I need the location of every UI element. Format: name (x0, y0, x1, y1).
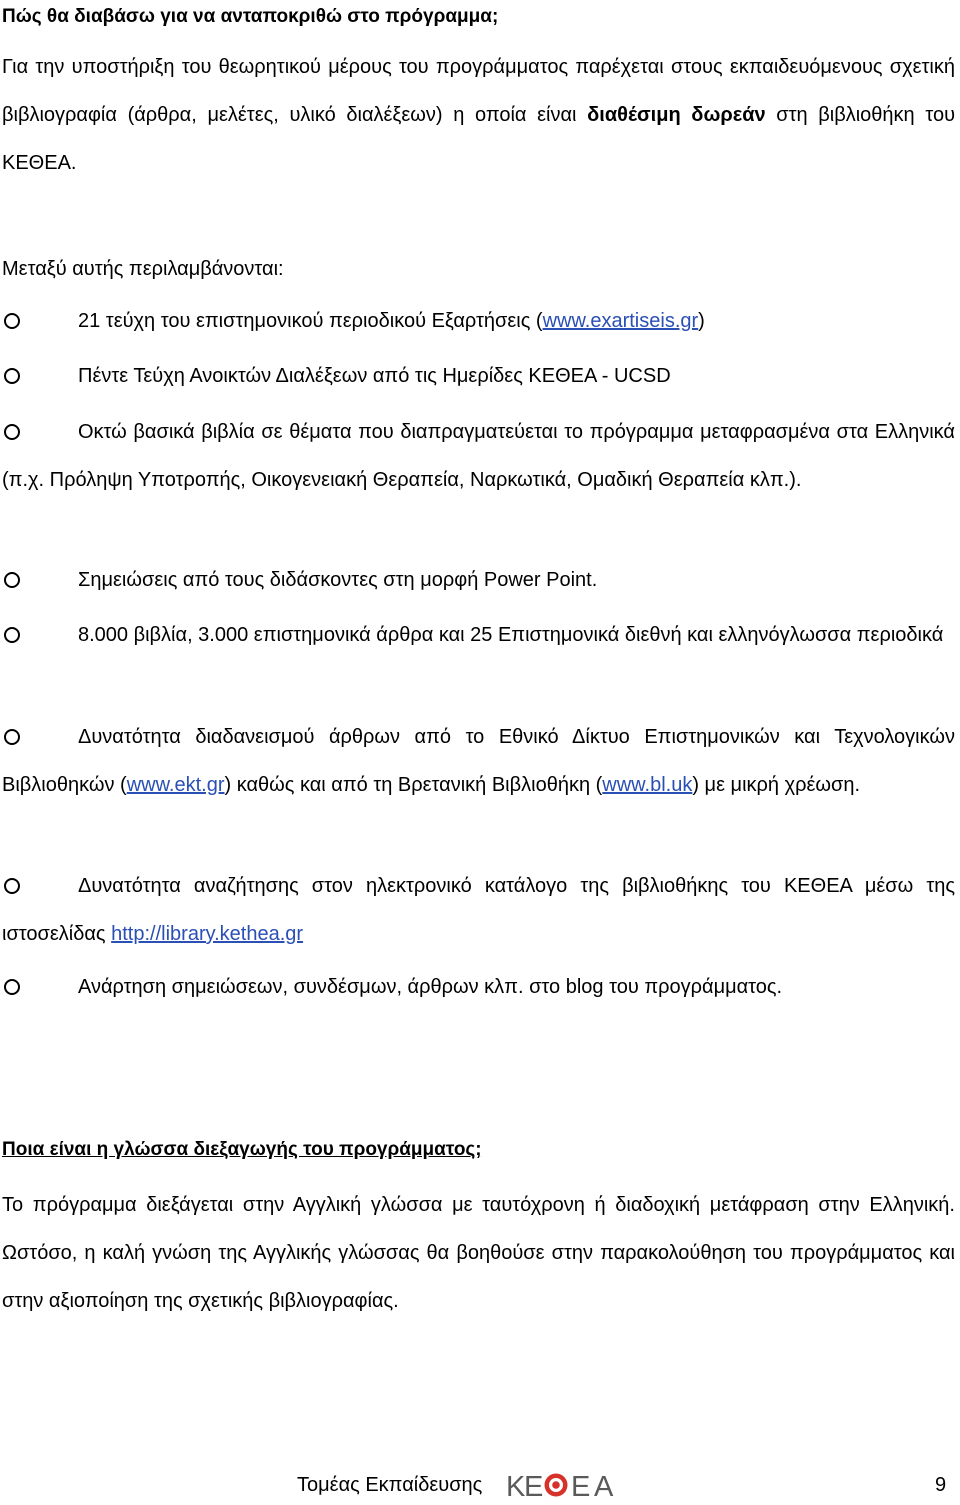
intro-text-bold: διαθέσιμη δωρεάν (587, 104, 766, 126)
svg-text:Α: Α (594, 1471, 614, 1500)
intro-text-a: Για την υποστήριξη του θεωρητικού μέρους του προγράμματος παρέχεται στους εκπαιδευόμενους σχετική βιβλιογραφία (άρθρα, μελέτες, υλικό διαλέξεων) η οποία είναι (2, 56, 955, 126)
circle-bullet-icon (4, 313, 20, 329)
list-intro: Μεταξύ αυτής περιλαμβάνονται: (2, 258, 284, 280)
list-item-text: 21 τεύχη του επιστημονικού περιοδικού Εξαρτήσεις ( (78, 310, 543, 332)
link-library-kethea[interactable]: http://library.kethea.gr (111, 923, 304, 945)
intro-text-b: στη βιβλιοθήκη του ΚΕΘΕΑ. (2, 104, 956, 174)
list-item-text: Δυνατότητα αναζήτησης στον ηλεκτρονικό κατάλογο της βιβλιοθήκης του ΚΕΘΕΑ μέσω της ιστοσελίδας (2, 875, 955, 945)
list-item-text: ) με μικρή χρέωση. (692, 774, 860, 796)
circle-bullet-icon (4, 979, 20, 995)
list-item-text: ) (698, 310, 705, 332)
list-item (2, 297, 955, 345)
list-item-text: Σημειώσεις από τους διδάσκοντες στη μορφή Power Point. (78, 569, 598, 591)
list-item-text: ) καθώς και από τη Βρετανική Βιβλιοθήκη ( (224, 774, 603, 796)
svg-text:Ε: Ε (571, 1471, 591, 1500)
svg-text:Ε: Ε (524, 1471, 544, 1500)
list-item (2, 352, 955, 400)
list-item (2, 963, 955, 1011)
language-paragraph: Το πρόγραμμα διεξάγεται στην Αγγλική γλώσσα με ταυτόχρονη ή διαδοχική μετάφραση στην Ελληνική. Ωστόσο, η καλή γνώση της Αγγλικής γλώσσας θα βοηθούσε στην παρακολούθηση του προγράμματος και στην αξιοποίηση της σχετικής βιβλιογραφίας. (2, 1194, 955, 1312)
footer-text: Τομέας Εκπαίδευσης (297, 1474, 483, 1496)
link-exartiseis[interactable]: www.exartiseis.gr (542, 310, 699, 332)
circle-bullet-icon (4, 368, 20, 384)
list-item (2, 408, 955, 504)
list-item (2, 556, 955, 604)
list-item-text: Δυνατότητα διαδανεισμού άρθρων από το Εθνικό Δίκτυο Επιστημονικών και Τεχνολογικών Βιβλιοθηκών ( (2, 726, 955, 796)
circle-bullet-icon (4, 878, 20, 894)
circle-bullet-icon (4, 729, 20, 745)
list-item-text: Ανάρτηση σημειώσεων, συνδέσμων, άρθρων κλπ. στο blog του προγράμματος. (78, 976, 783, 998)
list-item (2, 611, 955, 659)
circle-bullet-icon (4, 424, 20, 440)
list-item-text: Πέντε Τεύχη Ανοικτών Διαλέξεων από τις Ημερίδες ΚΕΘΕΑ - UCSD (78, 365, 671, 387)
kethea-logo (506, 1470, 630, 1500)
list-item (2, 862, 955, 958)
circle-bullet-icon (4, 627, 20, 643)
circle-bullet-icon (4, 572, 20, 588)
list-item (2, 713, 955, 809)
page-footer (0, 1470, 960, 1500)
section-heading-language: Ποια είναι η γλώσσα διεξαγωγής του προγράμματος; (2, 1139, 482, 1160)
intro-paragraph (2, 43, 955, 187)
svg-text:Κ: Κ (506, 1471, 526, 1500)
link-ekt[interactable]: www.ekt.gr (126, 774, 225, 796)
page-number: 9 (935, 1474, 947, 1496)
link-bl[interactable]: www.bl.uk (602, 774, 693, 796)
list-item-text: Οκτώ βασικά βιβλία σε θέματα που διαπραγματεύεται το πρόγραμμα μεταφρασμένα στα Ελληνικά (π.χ. Πρόληψη Υποτροπής, Οικογενειακή Θεραπεία, Ναρκωτικά, Ομαδική Θεραπεία κλπ.). (2, 421, 955, 491)
list-item-text: 8.000 βιβλία, 3.000 επιστημονικά άρθρα και 25 Επιστημονικά διεθνή και ελληνόγλωσσα περιοδικά (78, 624, 944, 646)
section-heading-study: Πώς θα διαβάσω για να ανταποκριθώ στο πρόγραμμα; (2, 6, 499, 27)
